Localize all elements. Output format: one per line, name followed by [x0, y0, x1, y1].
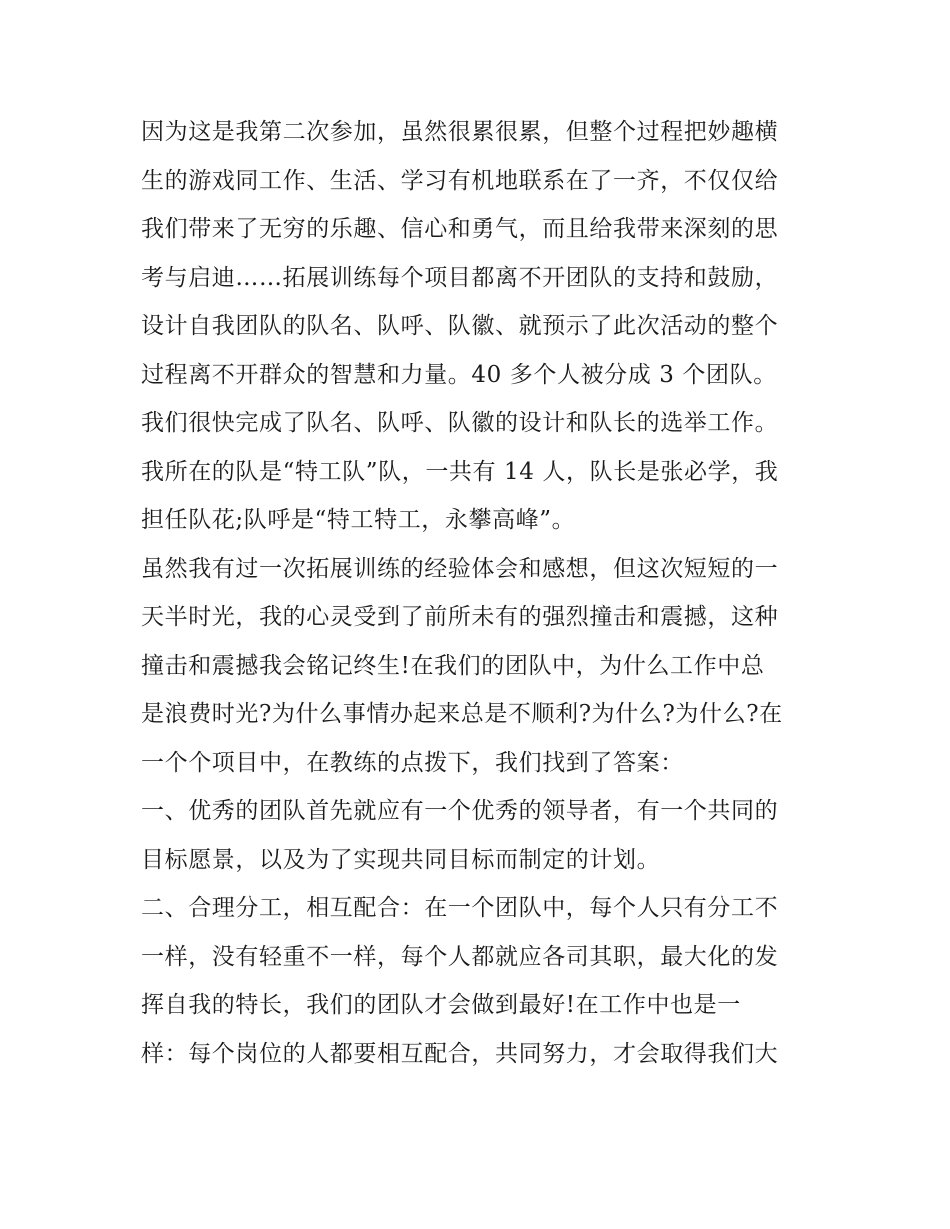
body-text [141, 108, 821, 1078]
text-line: 我们很快完成了队名、队呼、队徽的设计和队长的选举工作。 [141, 410, 779, 436]
text-line: 样：每个岗位的人都要相互配合，共同努力，才会取得我们大 [141, 1040, 779, 1067]
text-line: 考与启迪……拓展训练每个项目都离不开团队的支持和鼓励， [141, 264, 779, 291]
text-line: 一个个项目中，在教练的点拨下，我们找到了答案： [141, 749, 684, 776]
text-line: 天半时光，我的心灵受到了前所未有的强烈撞击和震撼，这种 [141, 604, 779, 630]
text-line: 担任队花;队呼是“特工特工，永攀高峰”。 [141, 507, 576, 533]
text-line: 一、优秀的团队首先就应有一个优秀的领导者，有一个共同的 [141, 798, 779, 824]
text-line: 因为这是我第二次参加，虽然很累很累，但整个过程把妙趣横 [141, 119, 779, 145]
text-line: 生的游戏同工作、生活、学习有机地联系在了一齐，不仅仅给 [141, 167, 779, 194]
text-line: 我们带来了无穷的乐趣、信心和勇气，而且给我带来深刻的思 [141, 216, 779, 242]
text-line: 我所在的队是“特工队”队，一共有 14 人，队长是张必学，我 [141, 458, 779, 485]
text-line: 撞击和震撼我会铭记终生!在我们的团队中，为什么工作中总 [141, 652, 765, 679]
text-line: 过程离不开群众的智慧和力量。40 多个人被分成 3 个团队。 [141, 361, 777, 388]
text-line: 虽然我有过一次拓展训练的经验体会和感想，但这次短短的一 [141, 555, 779, 582]
text-line: 二、合理分工，相互配合：在一个团队中，每个人只有分工不 [141, 895, 779, 921]
text-line: 是浪费时光?为什么事情办起来总是不顺利?为什么?为什么?在 [141, 701, 783, 727]
text-line: 目标愿景，以及为了实现共同目标而制定的计划。 [141, 846, 661, 873]
text-line: 一样，没有轻重不一样，每个人都就应各司其职，最大化的发 [141, 943, 779, 970]
text-line: 设计自我团队的队名、队呼、队徽、就预示了此次活动的整个 [141, 313, 779, 339]
text-line: 挥自我的特长，我们的团队才会做到最好!在工作中也是一 [141, 992, 741, 1018]
